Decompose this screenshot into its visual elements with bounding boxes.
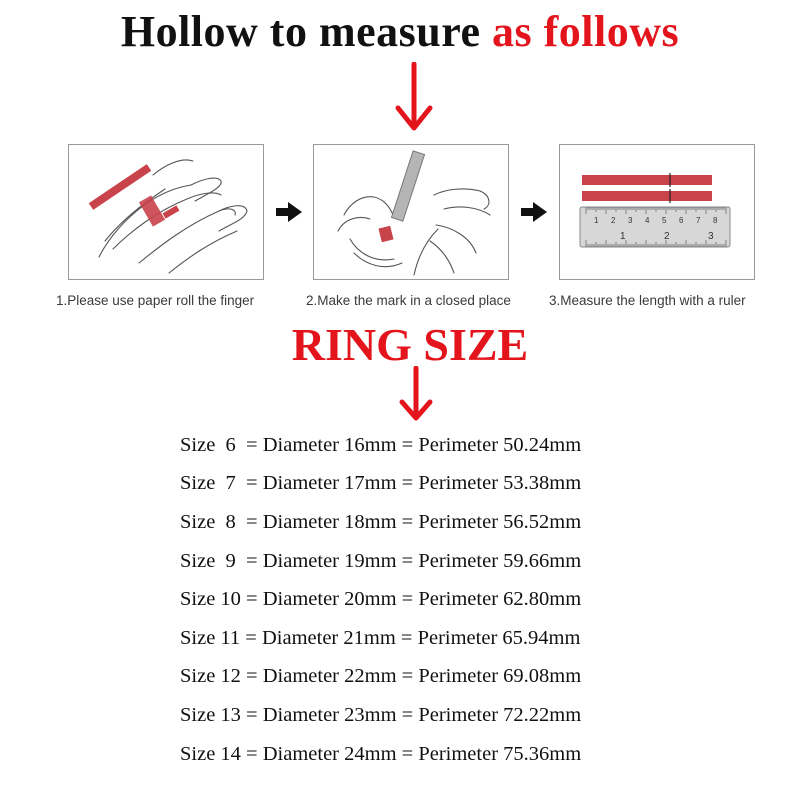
equals-sign: = <box>401 433 414 456</box>
diameter-label: Diameter <box>262 703 339 726</box>
ruler-top-number: 1 <box>594 216 599 225</box>
perimeter-label: Perimeter <box>417 626 498 649</box>
perimeter-value: 50.24mm <box>503 433 582 456</box>
diameter-value: 20mm <box>344 588 397 611</box>
diameter-value: 21mm <box>343 626 396 649</box>
equals-sign: = <box>400 626 413 649</box>
step-1-panel <box>68 144 264 280</box>
perimeter-label: Perimeter <box>418 433 499 456</box>
diameter-value: 16mm <box>344 433 397 456</box>
step-2-panel <box>313 144 509 280</box>
size-label: Size <box>180 549 216 572</box>
diameter-label: Diameter <box>262 588 339 611</box>
ruler-top-number: 8 <box>713 216 718 225</box>
perimeter-value: 56.52mm <box>503 510 582 533</box>
perimeter-label: Perimeter <box>418 665 499 688</box>
diameter-label: Diameter <box>261 626 339 649</box>
perimeter-value: 75.36mm <box>503 742 582 765</box>
perimeter-label: Perimeter <box>418 742 499 765</box>
ruler-top-number: 7 <box>696 216 701 225</box>
step-1-caption: 1.Please use paper roll the finger <box>56 293 255 308</box>
equals-sign: = <box>246 665 258 688</box>
perimeter-label: Perimeter <box>418 703 499 726</box>
size-label: Size <box>180 588 216 611</box>
down-arrow-icon <box>394 62 434 132</box>
size-row <box>180 696 581 735</box>
perimeter-label: Perimeter <box>418 588 499 611</box>
perimeter-label: Perimeter <box>418 472 499 495</box>
step-2-caption: 2.Make the mark in a closed place <box>306 293 511 308</box>
down-arrow-icon <box>398 366 434 422</box>
equals-sign: = <box>401 742 414 765</box>
ruler-top-number: 6 <box>679 216 684 225</box>
equals-sign: = <box>401 588 414 611</box>
ruler-measure-icon <box>560 145 754 279</box>
size-value: 11 <box>220 626 241 649</box>
ruler-top-number: 5 <box>662 216 667 225</box>
ruler-bottom-number: 2 <box>664 231 670 242</box>
perimeter-value: 62.80mm <box>503 588 582 611</box>
size-value: 12 <box>220 665 241 688</box>
perimeter-value: 65.94mm <box>502 626 581 649</box>
size-label: Size <box>180 472 216 495</box>
perimeter-value: 72.22mm <box>503 703 582 726</box>
equals-sign: = <box>246 703 258 726</box>
ruler-top-number: 4 <box>645 216 650 225</box>
diameter-label: Diameter <box>262 472 339 495</box>
right-arrow-icon <box>521 202 547 222</box>
size-row <box>180 580 581 619</box>
ring-size-title: RING SIZE <box>291 319 529 370</box>
size-row <box>180 658 581 697</box>
equals-sign: = <box>246 472 258 495</box>
ruler-top-number: 2 <box>611 216 616 225</box>
size-value: 10 <box>220 588 241 611</box>
size-row <box>180 735 581 774</box>
size-row <box>180 503 581 542</box>
size-row <box>180 619 581 658</box>
diameter-value: 23mm <box>344 703 397 726</box>
equals-sign: = <box>246 433 258 456</box>
size-row <box>180 465 581 504</box>
size-label: Size <box>180 742 216 765</box>
equals-sign: = <box>401 665 414 688</box>
diameter-value: 24mm <box>344 742 397 765</box>
diameter-label: Diameter <box>262 549 339 572</box>
diameter-value: 22mm <box>344 665 397 688</box>
perimeter-value: 59.66mm <box>503 549 582 572</box>
perimeter-value: 69.08mm <box>503 665 582 688</box>
equals-sign: = <box>246 742 258 765</box>
diameter-value: 18mm <box>344 510 397 533</box>
ruler-bottom-number: 3 <box>708 231 714 242</box>
hand-paper-wrap-icon <box>69 145 263 279</box>
ring-size-table <box>180 426 581 773</box>
ruler-bottom-number: 1 <box>620 231 626 242</box>
size-label: Size <box>180 703 216 726</box>
equals-sign: = <box>401 472 414 495</box>
perimeter-label: Perimeter <box>418 549 499 572</box>
equals-sign: = <box>401 510 414 533</box>
headline <box>0 6 800 57</box>
diameter-label: Diameter <box>262 433 339 456</box>
size-label: Size <box>180 665 216 688</box>
headline-black: Hollow to measure <box>120 7 481 56</box>
diameter-label: Diameter <box>262 742 339 765</box>
hand-pen-mark-icon <box>314 145 508 279</box>
size-row <box>180 426 581 465</box>
equals-sign: = <box>246 510 258 533</box>
size-value: 13 <box>220 703 241 726</box>
diameter-value: 17mm <box>344 472 397 495</box>
equals-sign: = <box>245 626 257 649</box>
right-arrow-icon <box>276 202 302 222</box>
size-label: Size <box>180 626 216 649</box>
diameter-value: 19mm <box>344 549 397 572</box>
diameter-label: Diameter <box>262 665 339 688</box>
step-3-caption: 3.Measure the length with a ruler <box>549 293 746 308</box>
headline-red: as follows <box>492 7 680 56</box>
size-value: 7 <box>225 472 236 495</box>
size-label: Size <box>180 433 216 456</box>
step-3-panel <box>559 144 755 280</box>
perimeter-value: 53.38mm <box>503 472 582 495</box>
size-value: 6 <box>225 433 236 456</box>
size-value: 9 <box>225 549 236 572</box>
equals-sign: = <box>401 549 414 572</box>
size-row <box>180 542 581 581</box>
size-value: 8 <box>225 510 236 533</box>
equals-sign: = <box>401 703 414 726</box>
diameter-label: Diameter <box>262 510 339 533</box>
equals-sign: = <box>246 588 258 611</box>
perimeter-label: Perimeter <box>418 510 499 533</box>
size-label: Size <box>180 510 216 533</box>
equals-sign: = <box>246 549 258 572</box>
ruler-top-number: 3 <box>628 216 633 225</box>
size-value: 14 <box>220 742 241 765</box>
